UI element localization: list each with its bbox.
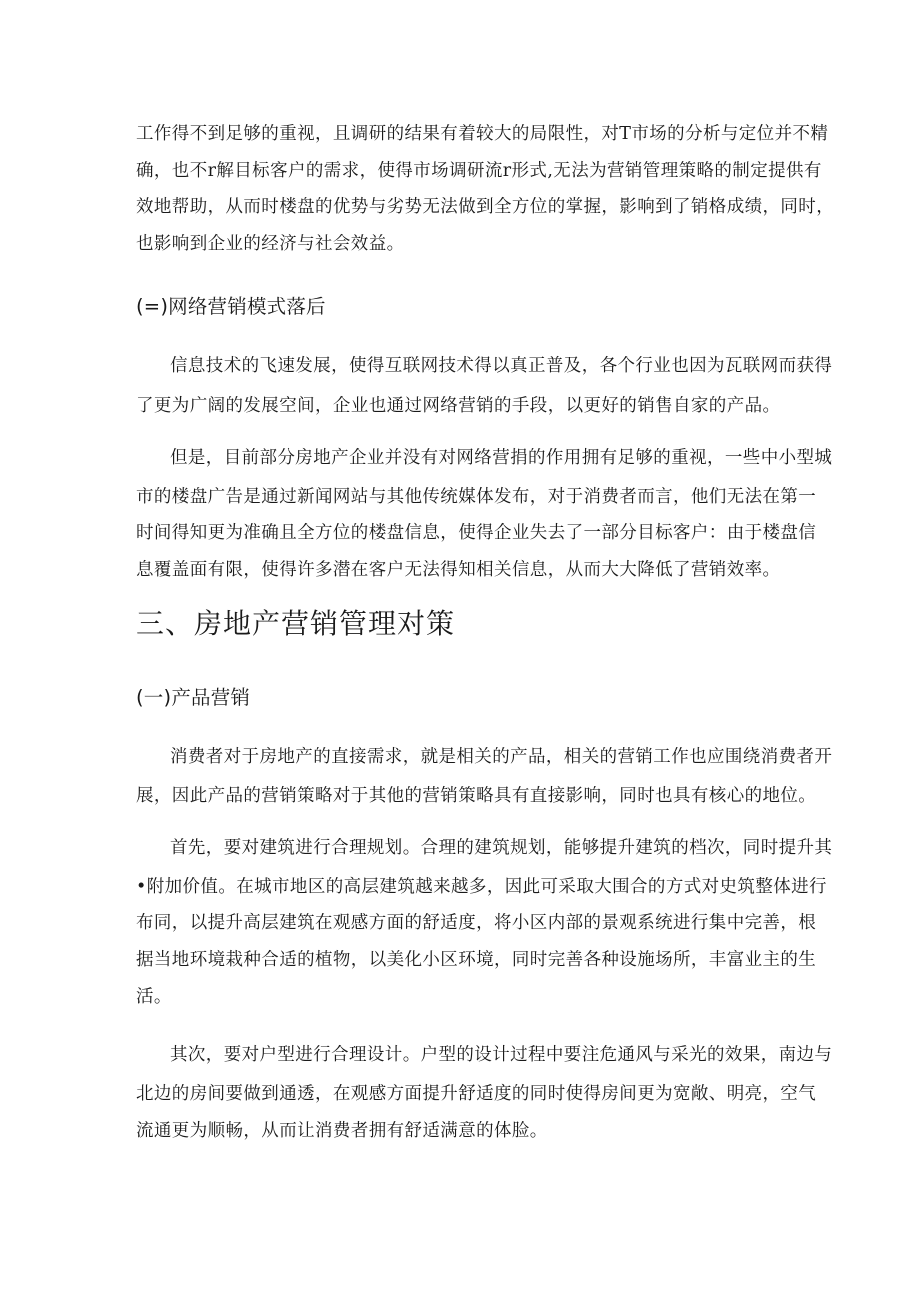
section-heading: (一)产品营销 xyxy=(136,686,251,709)
text-line: 信息技术的飞速发展，使得互联网技术得以真正普及，各个行业也因为瓦联网而获得 xyxy=(170,356,833,376)
text-line: 息覆盖面有限，使得许多潜在客户无法得知相关信息，从而大大降低了营销效率。 xyxy=(136,560,781,580)
text-line: 确，也不r解目标客户的需求，使得市场调研流r形式,无法为营销管理策略的制定提供有 xyxy=(136,161,822,181)
text-line: 消费者对于房地产的直接需求，就是相关的产品，相关的营销工作也应围绕消费者开 xyxy=(170,747,833,767)
text-line: 工作得不到足够的重视，且调研的结果有着较大的局限性，对T市场的分析与定位并不精 xyxy=(136,124,829,144)
text-line: 北边的房间要做到通透，在观感方面提升舒适度的同时使得房间更为宽敞、明亮，空气 xyxy=(136,1084,817,1104)
text-line: 布同，以提升高层建筑在观感方面的舒适度，将小区内部的景观系统进行集中完善，根 xyxy=(136,913,817,933)
text-line: •附加价值。在城市地区的高层建筑越来越多，因此可采取大围合的方式对史筑整体进行 xyxy=(136,877,827,897)
text-line: 市的楼盘广告是通过新闻网站与其他传统媒体发布，对于消费者而言，他们无法在第一 xyxy=(136,487,817,507)
chapter-heading: 三、房地产营销管理对策 xyxy=(136,607,456,640)
text-line: 时间得知更为准确且全方位的楼盘信息，使得企业失去了一部分目标客户：由于楼盘信 xyxy=(136,523,817,543)
section-heading: (=)网络营销模式落后 xyxy=(136,295,326,318)
text-line: 流通更为顺畅，从而让消费者拥有舒适满意的体脸。 xyxy=(136,1121,548,1141)
text-line: 但是，目前部分房地产企业并没有对网络营捐的作用拥有足够的重视，一些中小型城 xyxy=(170,448,833,468)
text-line: 活。 xyxy=(136,987,172,1007)
text-line: 展，因此产品的营销策略对于其他的营销策略具有直接影响，同时也具有核心的地位。 xyxy=(136,786,817,806)
text-line: 也影响到企业的经济与社会效益。 xyxy=(136,234,405,254)
text-line: 据当地环境栽种合适的植物，以美化小区环境，同时完善各种设施场所，丰富业主的生 xyxy=(136,950,817,970)
text-line: 了更为广阔的发展空间，企业也通过网络营销的手段，以更好的销售自家的产品。 xyxy=(136,396,781,416)
text-line: 效地帮助，从而时楼盘的优势与劣势无法做到全方位的掌握，影响到了销格成绩，同时， xyxy=(136,197,835,217)
text-line: 其次，要对户型进行合理设计。户型的设计过程中要注危通风与采光的效果，南边与 xyxy=(170,1045,833,1065)
text-line: 首先，要对建筑进行合理规划。合理的建筑规划，能够提升建筑的档次，同时提升其 xyxy=(170,838,833,858)
